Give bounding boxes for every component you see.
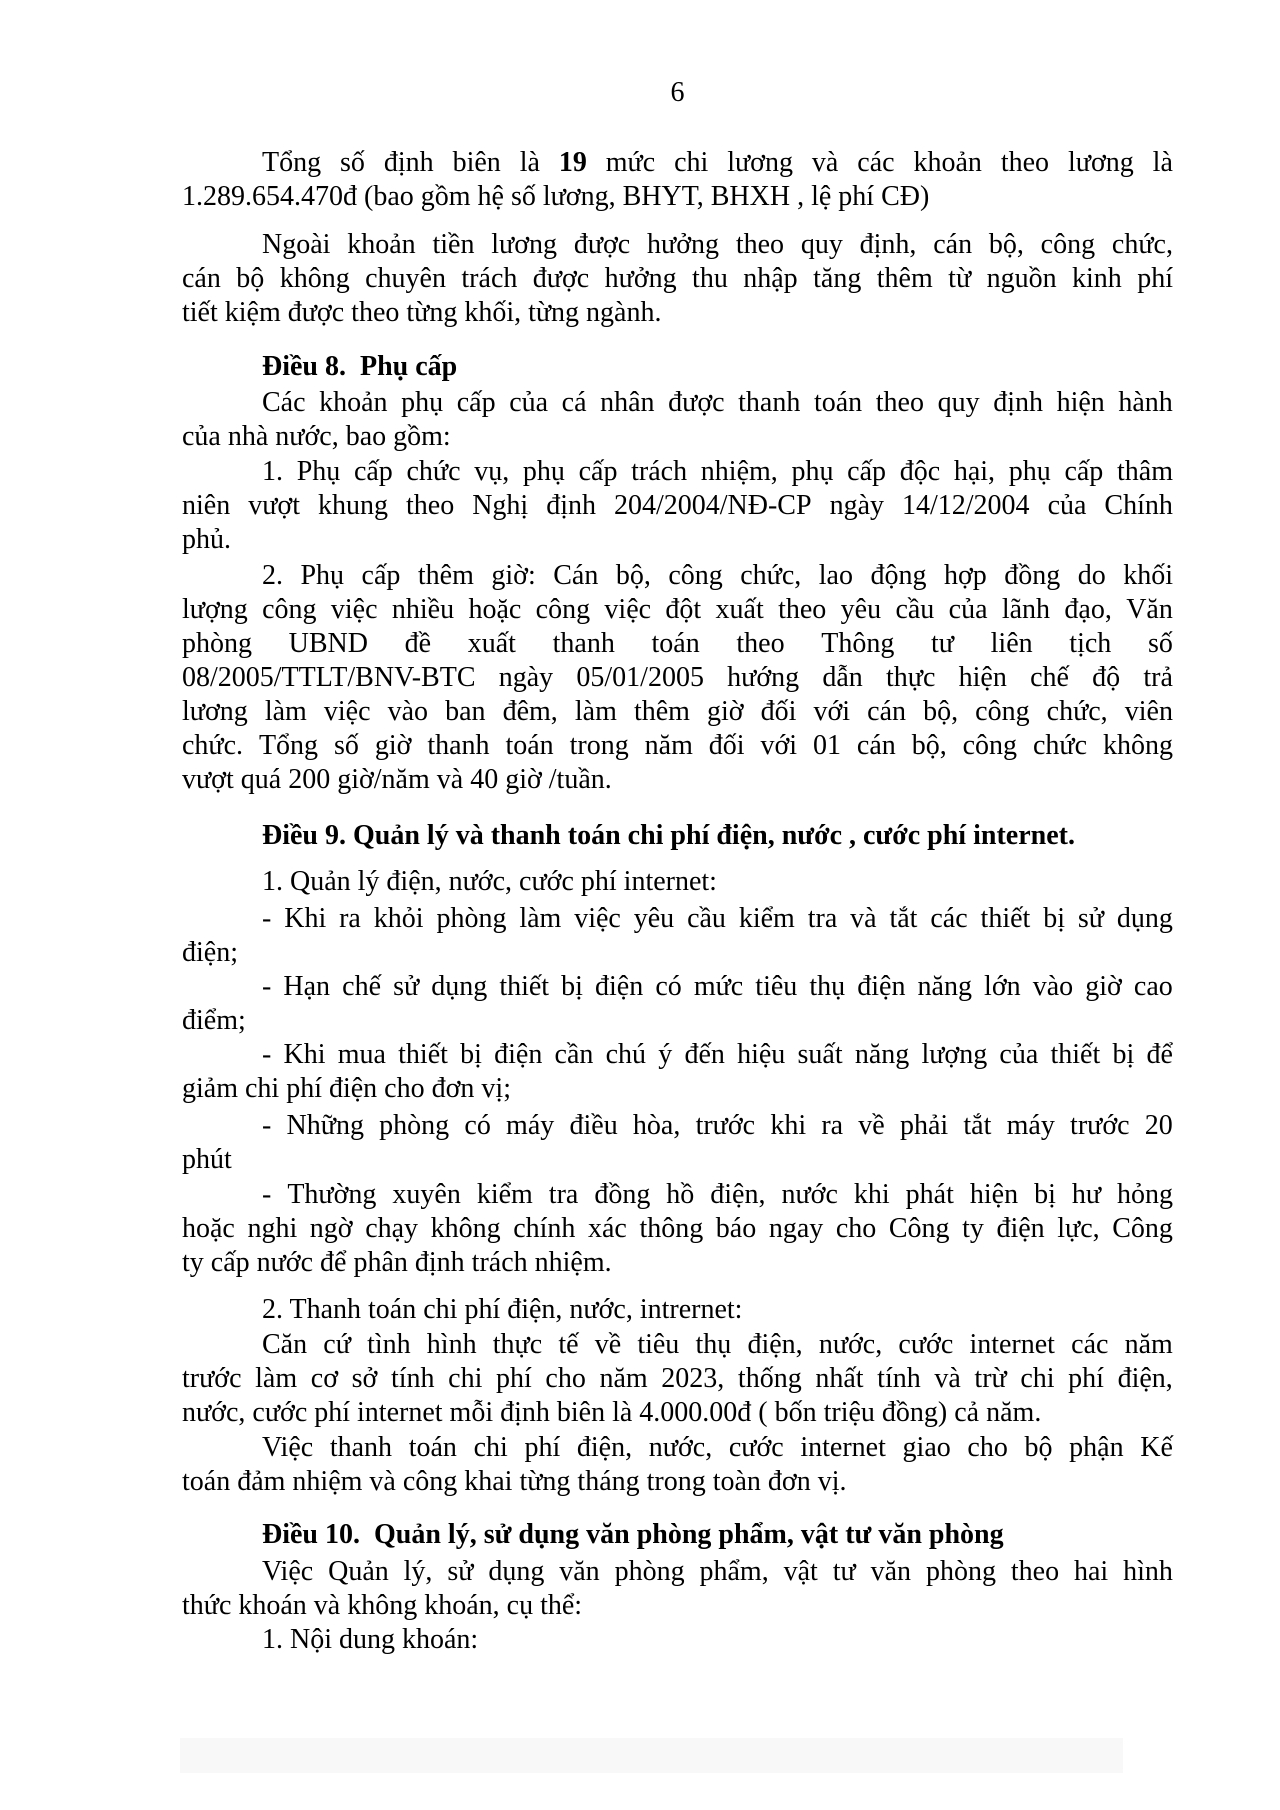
text-line: lương làm việc vào ban đêm, làm thêm giờ đối với cán bộ, công chức, viên [182, 696, 1173, 727]
paragraph [182, 865, 1173, 899]
bottom-gray-bar [180, 1738, 1123, 1773]
text-line: Việc thanh toán chi phí điện, nước, cước internet giao cho bộ phận Kế [262, 1432, 1173, 1463]
text-line: Căn cứ tình hình thực tế về tiêu thụ điện, nước, cước internet các năm [262, 1329, 1173, 1360]
text-line: niên vượt khung theo Nghị định 204/2004/NĐ-CP ngày 14/12/2004 của Chính [182, 490, 1173, 521]
text-line: phòng UBND đề xuất thanh toán theo Thông tư liên tịch số [182, 628, 1173, 659]
text-line: Các khoản phụ cấp của cá nhân được thanh toán theo quy định hiện hành [262, 387, 1173, 418]
text-line: nước, cước phí internet mỗi định biên là 4.000.00đ ( bốn triệu đồng) cả năm. [182, 1397, 1042, 1428]
text-line: thức khoán và không khoán, cụ thể: [182, 1590, 583, 1621]
text-line: 2. Phụ cấp thêm giờ: Cán bộ, công chức, lao động hợp đồng do khối [262, 560, 1173, 591]
page-number: 6 [670, 77, 685, 108]
text-line: - Khi mua thiết bị điện cần chú ý đến hiệu suất năng lượng của thiết bị để [262, 1039, 1173, 1070]
paragraph [182, 1038, 1173, 1106]
text-line: phủ. [182, 524, 231, 555]
text-line: phút [182, 1144, 232, 1175]
paragraph [182, 1623, 1173, 1657]
paragraph [182, 386, 1173, 454]
paragraph [182, 1328, 1173, 1430]
text-line: 1. Phụ cấp chức vụ, phụ cấp trách nhiệm, phụ cấp độc hại, phụ cấp thâm [262, 456, 1173, 487]
text-line: tiết kiệm được theo từng khối, từng ngành. [182, 297, 662, 328]
text-line: giảm chi phí điện cho đơn vị; [182, 1073, 511, 1104]
paragraph [182, 1293, 1173, 1327]
text-line: 1. Quản lý điện, nước, cước phí internet: [262, 866, 717, 897]
paragraph [182, 970, 1173, 1038]
text-line: toán đảm nhiệm và công khai từng tháng trong toàn đơn vị. [182, 1466, 847, 1497]
document-body [182, 146, 1173, 1657]
paragraph [182, 559, 1173, 797]
text-line: Ngoài khoản tiền lương được hưởng theo quy định, cán bộ, công chức, [262, 229, 1173, 260]
text-line: chức. Tổng số giờ thanh toán trong năm đối với 01 cán bộ, công chức không [182, 730, 1173, 761]
text-line: điện; [182, 937, 238, 968]
text-line: - Hạn chế sử dụng thiết bị điện có mức tiêu thụ điện năng lớn vào giờ cao [262, 971, 1173, 1002]
text-line: lượng công việc nhiều hoặc công việc đột xuất theo yêu cầu của lãnh đạo, Văn [182, 594, 1173, 625]
text-line: 2. Thanh toán chi phí điện, nước, intrernet: [262, 1294, 743, 1325]
text-line: - Thường xuyên kiểm tra đồng hồ điện, nước khi phát hiện bị hư hỏng [262, 1179, 1173, 1210]
text-line: Tổng số định biên là 19 mức chi lương và các khoản theo lương là [262, 147, 1173, 178]
text-line: ty cấp nước để phân định trách nhiệm. [182, 1247, 612, 1278]
paragraph [182, 902, 1173, 970]
text-line: cán bộ không chuyên trách được hưởng thu nhập tăng thêm từ nguồn kinh phí [182, 263, 1173, 294]
paragraph [182, 1555, 1173, 1623]
section-heading [182, 1518, 1173, 1552]
section-heading [182, 819, 1173, 853]
paragraph [182, 146, 1173, 214]
text-line: của nhà nước, bao gồm: [182, 421, 451, 452]
section-heading [182, 350, 1173, 384]
paragraph [182, 228, 1173, 330]
text-line: - Khi ra khỏi phòng làm việc yêu cầu kiểm tra và tắt các thiết bị sử dụng [262, 903, 1173, 934]
text-line: Điều 9. Quản lý và thanh toán chi phí điện, nước , cước phí internet. [262, 820, 1075, 851]
document-content [182, 76, 1173, 1657]
text-line: 1. Nội dung khoán: [262, 1624, 479, 1655]
paragraph [182, 455, 1173, 557]
text-line: trước làm cơ sở tính chi phí cho năm 2023, thống nhất tính và trừ chi phí điện, [182, 1363, 1173, 1394]
text-line: hoặc nghi ngờ chạy không chính xác thông báo ngay cho Công ty điện lực, Công [182, 1213, 1173, 1244]
text-line: 1.289.654.470đ (bao gồm hệ số lương, BHYT, BHXH , lệ phí CĐ) [182, 181, 930, 212]
text-line: Điều 10. Quản lý, sử dụng văn phòng phẩm, vật tư văn phòng [262, 1519, 1004, 1550]
text-line: vượt quá 200 giờ/năm và 40 giờ /tuần. [182, 764, 612, 795]
text-line: 08/2005/TTLT/BNV-BTC ngày 05/01/2005 hướng dẫn thực hiện chế độ trả [182, 662, 1173, 693]
text-line: điểm; [182, 1005, 246, 1036]
text-line: Điều 8. Phụ cấp [262, 351, 458, 382]
text-line: - Những phòng có máy điều hòa, trước khi ra về phải tắt máy trước 20 [262, 1110, 1173, 1141]
paragraph [182, 1178, 1173, 1280]
paragraph [182, 1109, 1173, 1177]
text-line: Việc Quản lý, sử dụng văn phòng phẩm, vật tư văn phòng theo hai hình [262, 1556, 1173, 1587]
paragraph [182, 1431, 1173, 1499]
